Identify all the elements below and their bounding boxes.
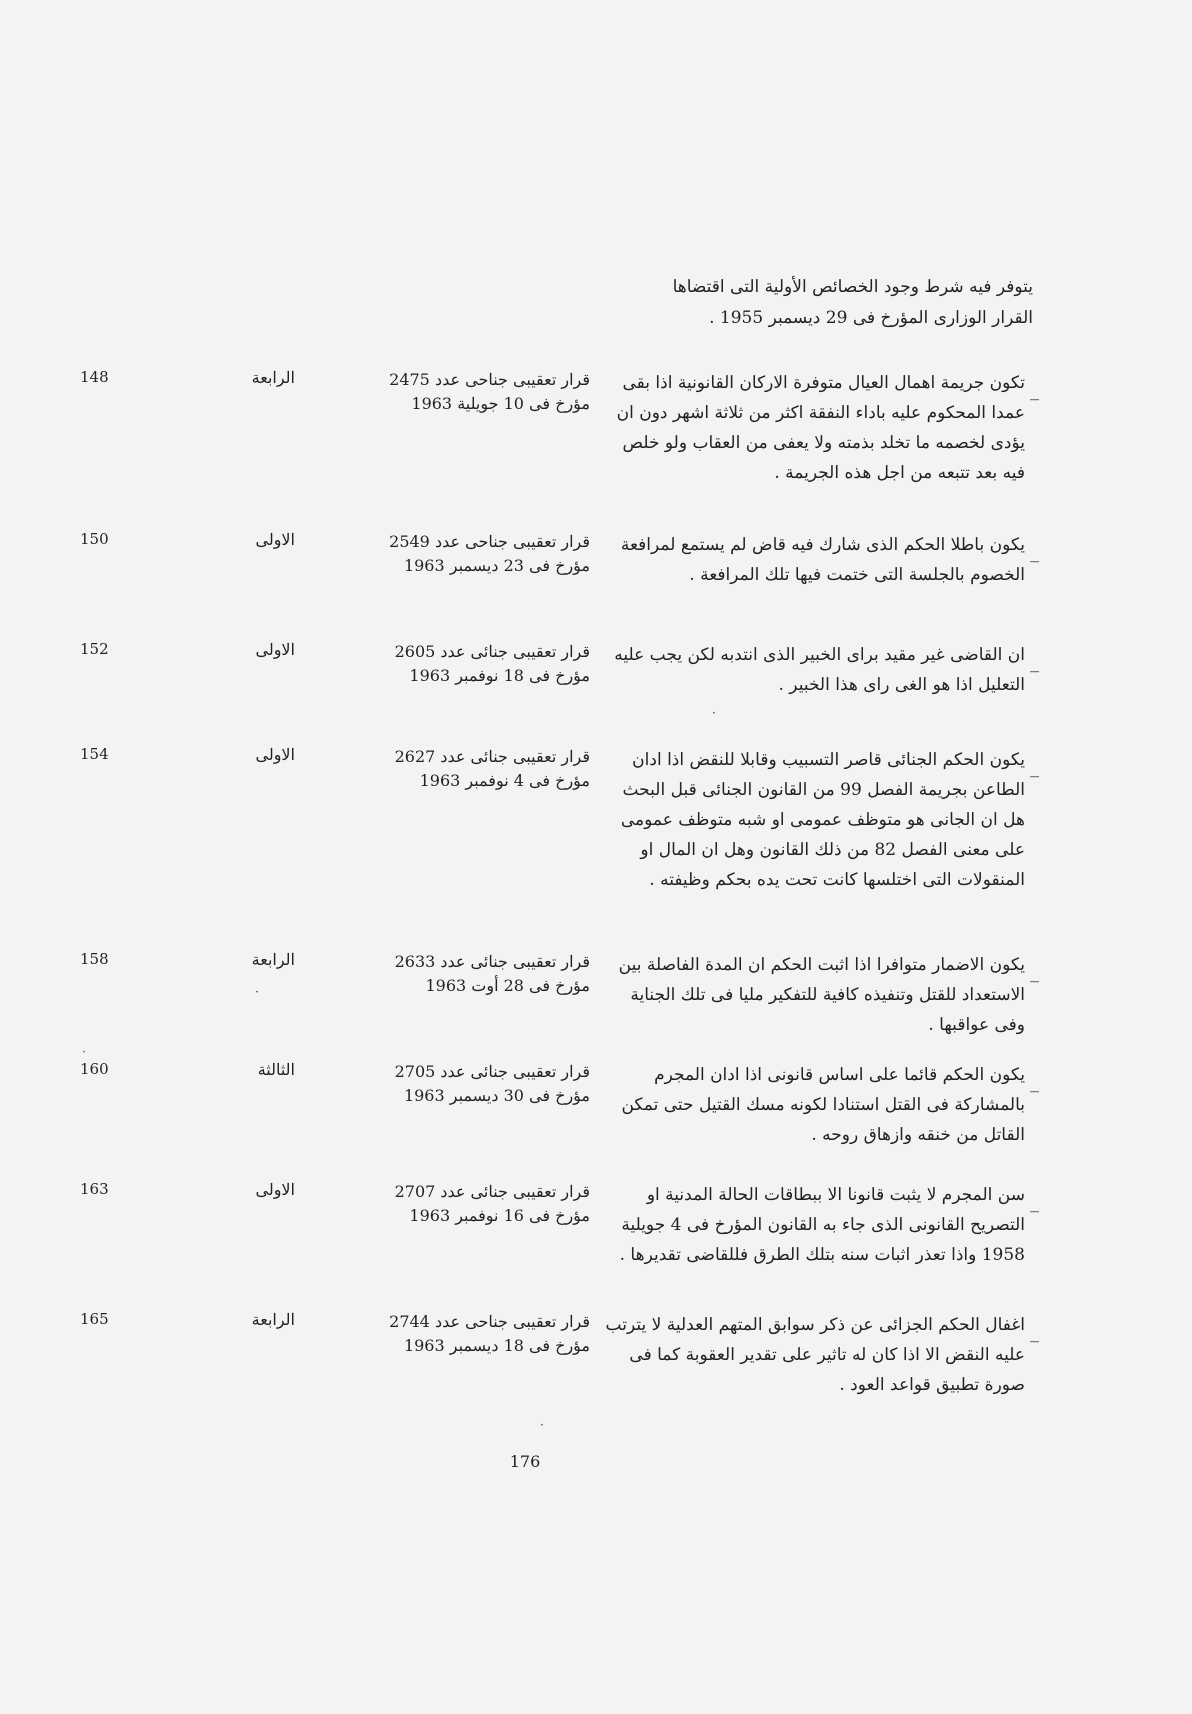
decision-date: مؤرخ فى 18 نوفمبر 1963 [409,666,590,685]
entry-chamber: الرابعة [251,950,295,969]
list-dash: _ [1030,1192,1039,1213]
entry-chamber: الرابعة [251,368,295,387]
entry-decision [310,1310,590,1358]
entry-summary: ان القاضى غير مقيد براى الخبير الذى انتدبه لكن يجب عليه التعليل اذا هو الغى راى هذا الخبير . [614,645,1025,695]
entry-page-number: 148 [80,368,109,386]
decision-date: مؤرخ فى 28 أوت 1963 [425,976,590,995]
entry-page-number: 152 [80,640,109,658]
decision-number: قرار تعقيبى جناحى عدد 2549 [389,532,590,551]
entry-decision [310,1180,590,1228]
entry-page-number: 154 [80,745,109,763]
decision-number: قرار تعقيبى جنائى عدد 2633 [394,952,590,971]
entry-summary: يكون باطلا الحكم الذى شارك فيه قاض لم يستمع لمرافعة الخصوم بالجلسة التى ختمت فيها تلك المرافعة . [620,535,1025,585]
entry-page-number: 165 [80,1310,109,1328]
list-dash: _ [1030,652,1039,673]
entry-decision [310,1060,590,1108]
entry-decision [310,530,590,578]
scan-speck: · [82,1045,86,1059]
decision-number: قرار تعقيبى جناحى عدد 2475 [389,370,590,389]
entry-page-number: 150 [80,530,109,548]
list-dash: _ [1030,757,1039,778]
decision-date: مؤرخ فى 18 ديسمبر 1963 [403,1336,590,1355]
decision-date: مؤرخ فى 4 نوفمبر 1963 [419,771,590,790]
list-dash: _ [1030,380,1039,401]
decision-date: مؤرخ فى 23 ديسمبر 1963 [403,556,590,575]
entry-chamber: الاولى [255,640,295,659]
decision-number: قرار تعقيبى جنائى عدد 2605 [394,642,590,661]
scan-speck: · [255,985,259,999]
decision-number: قرار تعقيبى جناحى عدد 2744 [389,1312,590,1331]
entry-decision [310,640,590,688]
scan-speck: · [712,706,716,720]
entry-page-number: 160 [80,1060,109,1078]
entry-decision [310,368,590,416]
entry-chamber: الاولى [255,745,295,764]
entry-chamber: الاولى [255,1180,295,1199]
footer-page-number: 176 [509,1452,541,1471]
entry-summary: يكون الاضمار متوافرا اذا اثبت الحكم ان المدة الفاصلة بين الاستعداد للقتل وتنفيذه كافية للتفكير مليا فى تلك الجناية وفى عواقبها . [618,955,1025,1035]
entry-decision [310,950,590,998]
entry-summary: سن المجرم لا يثبت قانونا الا ببطاقات الحالة المدنية او التصريح القانونى الذى جاء به القانون المؤرخ فى 4 جويلية 1958 واذا تعذر اثبات سنه بتلك الطرق فللقاضى تقديرها . [619,1185,1025,1265]
decision-number: قرار تعقيبى جنائى عدد 2705 [394,1062,590,1081]
decision-number: قرار تعقيبى جنائى عدد 2707 [394,1182,590,1201]
list-dash: _ [1030,542,1039,563]
scan-speck: · [540,1418,544,1432]
decision-number: قرار تعقيبى جنائى عدد 2627 [394,747,590,766]
entry-decision [310,745,590,793]
entry-chamber: الثالثة [257,1060,295,1079]
intro-paragraph: يتوفر فيه شرط وجود الخصائص الأولية التى اقتضاها القرار الوزارى المؤرخ فى 29 ديسمبر 1955 . [672,277,1033,328]
list-dash: _ [1030,1072,1039,1093]
entry-summary: يكون الحكم الجنائى قاصر التسبيب وقابلا للنقض اذا ادان الطاعن بجريمة الفصل 99 من القانون الجنائى قبل البحث هل ان الجانى هو متوظف عمومى او شبه متوظف عمومى على معنى الفصل 82 من ذلك القانون وهل ان المال او المنقولات التى اختلسها كانت تحت يده بحكم وظيفته . [620,750,1025,890]
list-dash: _ [1030,962,1039,983]
entry-page-number: 163 [80,1180,109,1198]
entry-summary: تكون جريمة اهمال العيال متوفرة الاركان القانونية اذا بقى عمدا المحكوم عليه باداء النفقة اكثر من ثلاثة اشهر دون ان يؤدى لخصمه ما تخلد بذمته ولا يعفى من العقاب ولو خلص فيه بعد تتبعه من اجل هذه الجريمة . [616,373,1025,483]
decision-date: مؤرخ فى 10 جويلية 1963 [411,394,590,413]
list-dash: _ [1030,1322,1039,1343]
decision-date: مؤرخ فى 30 ديسمبر 1963 [403,1086,590,1105]
entry-page-number: 158 [80,950,109,968]
entry-chamber: الرابعة [251,1310,295,1329]
entry-summary: اغفال الحكم الجزائى عن ذكر سوابق المتهم العدلية لا يترتب عليه النقض الا اذا كان له تاثير على تقدير العقوبة كما فى صورة تطبيق قواعد العود . [605,1315,1025,1395]
entry-chamber: الاولى [255,530,295,549]
decision-date: مؤرخ فى 16 نوفمبر 1963 [409,1206,590,1225]
entry-summary: يكون الحكم قائما على اساس قانونى اذا ادان المجرم بالمشاركة فى القتل استنادا لكونه مسك القتيل حتى تمكن القاتل من خنقه وازهاق روحه . [621,1065,1025,1145]
